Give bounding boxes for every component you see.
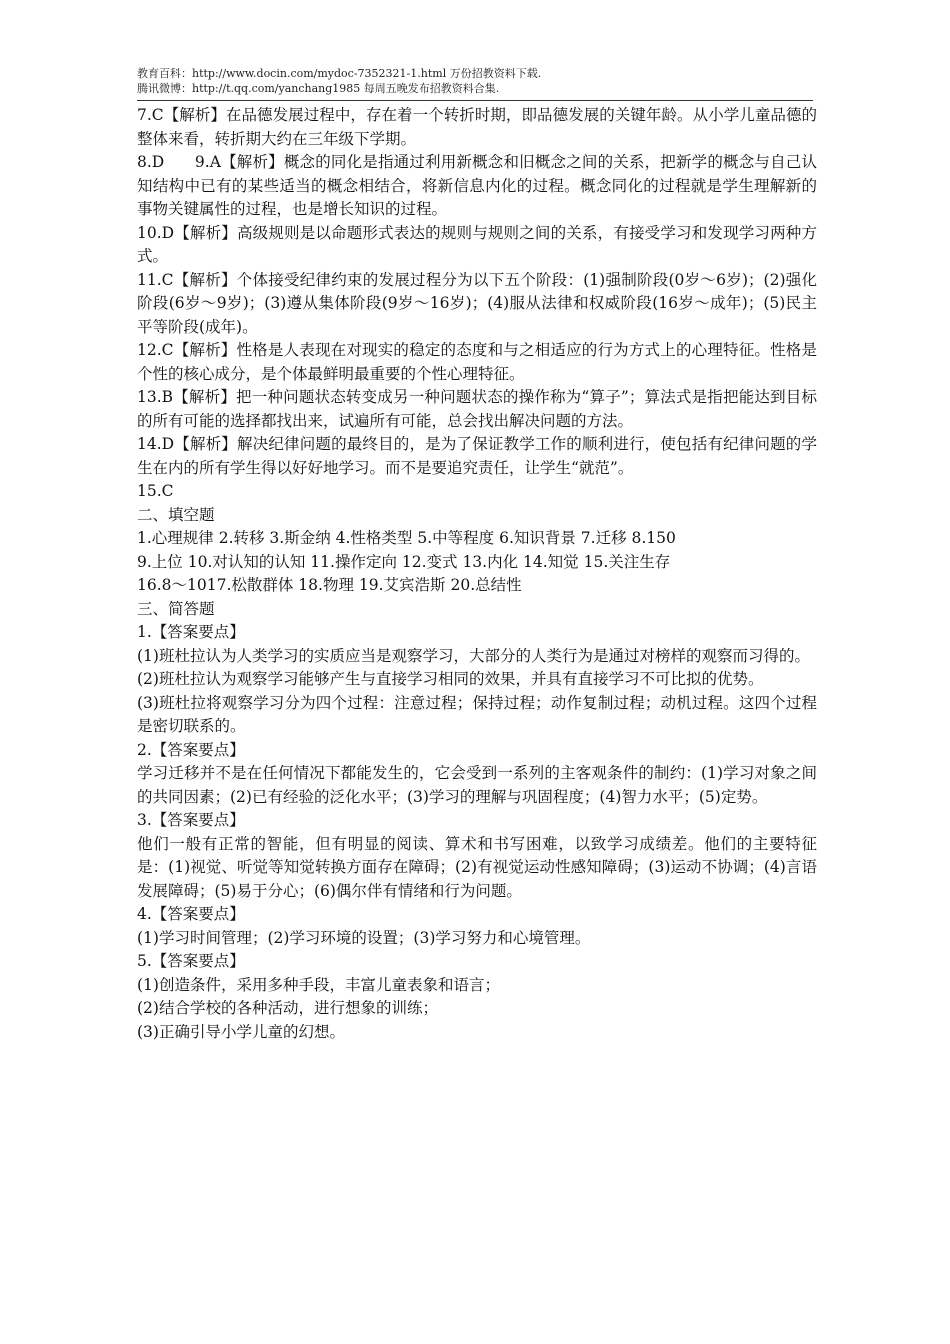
answer-14: 14.D【解析】解决纪律问题的最终目的，是为了保证教学工作的顺利进行，使包括有纪律问题的学生在内的所有学生得以好好地学习。而不是要追究责任，让学生“就范”。 [137, 435, 817, 477]
fill-in-answers-line-3: 16.8～1017.松散群体 18.物理 19.艾宾浩斯 20.总结性 [137, 576, 522, 594]
short-answer-2-body: 学习迁移并不是在任何情况下都能发生的，它会受到一系列的主客观条件的制约：(1)学习对象之间的共同因素；(2)已有经验的泛化水平；(3)学习的理解与巩固程度；(4)智力水平；(5)定势。 [137, 764, 817, 806]
short-answer-4-body: (1)学习时间管理；(2)学习环境的设置；(3)学习努力和心境管理。 [137, 928, 591, 947]
answer-7-8-9-prev: 7.C【解析】在品德发展过程中，存在着一个转折时期，即品德发展的关键年龄。从小学儿童品德的整体来看，转折期大约在三年级下学期。 [137, 106, 817, 148]
answer-8-9: 8.D 9.A【解析】概念的同化是指通过利用新概念和旧概念之间的关系，把新学的概念与自己认知结构中已有的某些适当的概念相结合，将新信息内化的过程。概念同化的过程就是学生理解新的事物关键属性的过程，也是增长知识的过程。 [137, 153, 817, 218]
short-answer-3-body: 他们一般有正常的智能，但有明显的阅读、算术和书写困难，以致学习成绩差。他们的主要特征是：(1)视觉、听觉等知觉转换方面存在障碍；(2)有视觉运动性感知障碍；(3)运动不协调；(4)言语发展障碍；(5)易于分心；(6)偶尔伴有情绪和行为问题。 [137, 834, 817, 900]
short-answer-1-point-2: (2)班杜拉认为观察学习能够产生与直接学习相同的效果，并具有直接学习不可比拟的优势。 [137, 670, 764, 688]
short-answer-1-point-1: (1)班杜拉认为人类学习的实质应当是观察学习，大部分的人类行为是通过对榜样的观察而习得的。 [137, 646, 810, 665]
fill-in-answers-line-1: 1.心理规律 2.转移 3.斯金纳 4.性格类型 5.中等程度 6.知识背景 7.迁移 8.150 [137, 529, 676, 547]
header-divider [137, 100, 813, 101]
short-answer-5-point-3: (3)正确引导小学儿童的幻想。 [137, 1022, 345, 1041]
answer-10: 10.D【解析】高级规则是以命题形式表达的规则与规则之间的关系，有接受学习和发现学习两种方式。 [137, 223, 817, 265]
short-answer-4-heading: 4.【答案要点】 [137, 905, 245, 923]
fill-in-answers-line-2: 9.上位 10.对认知的认知 11.操作定向 12.变式 13.内化 14.知觉 15.关注生存 [137, 552, 671, 571]
document-body [137, 104, 817, 1044]
header-weibo-line: 腾讯微博：http://t.qq.com/yanchang1985 每周五晚发布招教资料合集. [137, 82, 500, 95]
short-answer-1-point-3: (3)班杜拉将观察学习分为四个过程：注意过程；保持过程；动作复制过程；动机过程。这四个过程是密切联系的。 [137, 693, 817, 735]
short-answer-5-point-2: (2)结合学校的各种活动，进行想象的训练； [137, 999, 438, 1017]
short-answer-1-heading: 1.【答案要点】 [137, 623, 245, 641]
answer-15: 15.C [137, 482, 174, 500]
section-heading-short-answer: 三、简答题 [137, 599, 215, 618]
short-answer-5-heading: 5.【答案要点】 [137, 952, 245, 970]
answer-13: 13.B【解析】把一种问题状态转变成另一种问题状态的操作称为“算子”；算法式是指把能达到目标的所有可能的选择都找出来，试遍所有可能，总会找出解决问题的方法。 [137, 388, 817, 430]
short-answer-2-heading: 2.【答案要点】 [137, 740, 245, 759]
page-header [137, 66, 813, 96]
header-docin-line: 教育百科：http://www.docin.com/mydoc-7352321-1.html 万份招教资料下载. [137, 67, 542, 80]
short-answer-3-heading: 3.【答案要点】 [137, 811, 245, 829]
short-answer-5-point-1: (1)创造条件，采用多种手段，丰富儿童表象和语言； [137, 975, 500, 994]
section-heading-fill-in: 二、填空题 [137, 505, 215, 524]
answer-11: 11.C【解析】个体接受纪律约束的发展过程分为以下五个阶段：(1)强制阶段(0岁～6岁)；(2)强化阶段(6岁～9岁)；(3)遵从集体阶段(9岁～16岁)；(4)服从法律和权威阶段(16岁～成年)；(5)民主平等阶段(成年)。 [137, 270, 817, 336]
answer-12: 12.C【解析】性格是人表现在对现实的稳定的态度和与之相适应的行为方式上的心理特征。性格是个性的核心成分，是个体最鲜明最重要的个性心理特征。 [137, 341, 817, 383]
